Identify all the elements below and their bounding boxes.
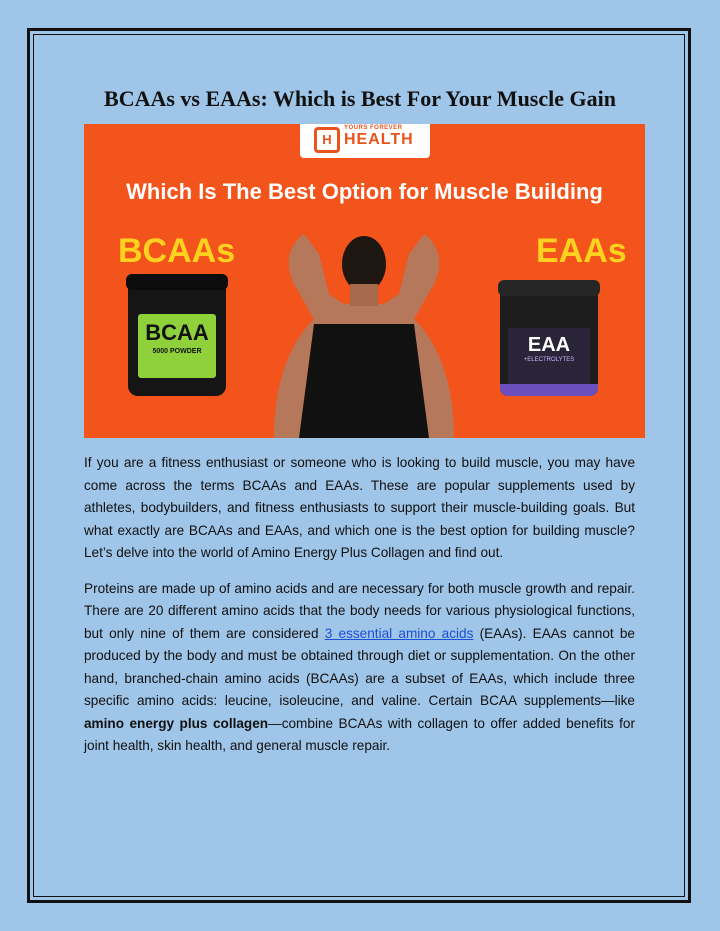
eaa-jar-image bbox=[500, 288, 598, 396]
health-logo bbox=[300, 124, 430, 158]
bcaa-jar-subtitle: 5000 POWDER bbox=[152, 348, 202, 355]
logo-text: HEALTH bbox=[344, 131, 414, 148]
hero-label-bcaas: BCAAs bbox=[118, 232, 236, 270]
logo-mark-icon: H bbox=[314, 127, 340, 153]
article-title: BCAAs vs EAAs: Which is Best For Your Muscle Gain bbox=[104, 86, 616, 111]
eaa-jar-subtitle: +ELECTROLYTES bbox=[523, 357, 575, 363]
hero-label-eaas: EAAs bbox=[536, 232, 627, 270]
hero-headline: Which Is The Best Option for Muscle Building bbox=[126, 179, 603, 204]
logo-tagline: YOURS FOREVER bbox=[344, 125, 403, 131]
bcaa-jar-title: BCAA bbox=[145, 320, 209, 345]
eaa-jar-title: EAA bbox=[527, 334, 571, 356]
paragraph-amino-acids bbox=[84, 578, 635, 758]
paragraph-intro: If you are a fitness enthusiast or someone who is looking to build muscle, you may have come across the terms BCAAs and EAAs. These are popular supplements used by athletes, bodybuilders, and fitness enthusiasts to support their muscle-building goals. But what exactly are BCAAs and EAAs, and which one is the best option for building muscle? Let’s delve into the world of Amino Energy Plus Collagen and find out. bbox=[84, 455, 635, 560]
paragraph-text: —combine BCAAs with collagen to offer added benefits for joint health, skin health, and general muscle repair. bbox=[84, 715, 636, 753]
paragraph-text: (EAAs). EAAs cannot be produced by the body and must be obtained through diet or supplementation. On the other hand, branched-chain amino acids (BCAAs) are a subset of EAAs, which include three specific amino acids: leucine, isoleucine, and valine. Certain BCAA supplements—like bbox=[84, 625, 635, 708]
essential-amino-acids-link[interactable]: 3 essential amino acids bbox=[324, 625, 474, 641]
hero-image bbox=[84, 124, 645, 438]
bcaa-jar-image bbox=[128, 284, 226, 396]
flexing-man-image bbox=[234, 224, 494, 438]
article-body bbox=[84, 452, 635, 771]
bold-keyword: amino energy plus collagen bbox=[84, 715, 269, 731]
paragraph-text: Proteins are made up of amino acids and are necessary for both muscle growth and repair. There are 20 different amino acids that the body needs for various physiological functions, but only nine of them are considered bbox=[84, 580, 635, 641]
